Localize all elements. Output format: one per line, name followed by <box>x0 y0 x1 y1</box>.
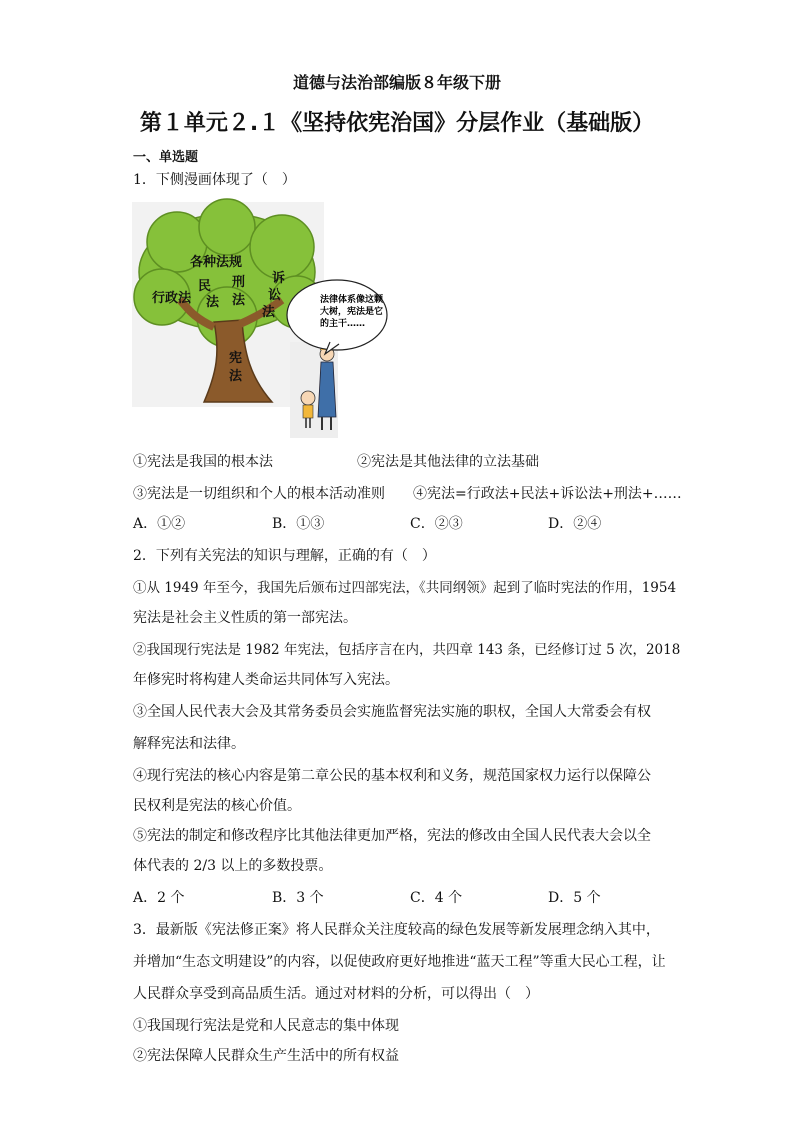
tree-label-criminal-2: 法 <box>232 293 246 308</box>
document-title: 第１单元２.１《坚持依宪治国》分层作业（基础版） <box>139 111 655 136</box>
q2-line: 体代表的 2/3 以上的多数投票。 <box>133 858 333 874</box>
q2-line: ④现行宪法的核心内容是第二章公民的基本权利和义务，规范国家权力运行以保障公 <box>133 768 651 784</box>
q2-line: ②我国现行宪法是 1982 年宪法，包括序言在内，共四章 143 条，已经修订过 5 次，2018 <box>133 642 681 658</box>
q2-option-d[interactable]: D．5 个 <box>548 890 601 906</box>
q1-stem: 1．下侧漫画体现了（ ） <box>133 172 296 188</box>
q2-line: ①从 1949 年至今，我国先后颁布过四部宪法，《共同纲领》起到了临时宪法的作用，1954 <box>133 580 677 596</box>
q2-line: 解释宪法和法律。 <box>133 736 245 752</box>
cartoon-svg <box>132 202 384 438</box>
q3-line: 人民群众享受到高品质生活。通过对材料的分析，可以得出（ ） <box>133 986 539 1002</box>
tree-label-laws: 各种法规 <box>190 255 243 270</box>
q2-line: 民权利是宪法的核心价值。 <box>133 798 301 814</box>
q3-line: 并增加“生态文明建设”的内容，以促使政府更好地推进“蓝天工程”等重大民心工程，让 <box>133 954 666 970</box>
tree-label-civil-1: 民 <box>198 279 212 294</box>
tree-label-litigation-2: 讼 <box>268 288 282 303</box>
q2-stem: 2．下列有关宪法的知识与理解，正确的有（ ） <box>133 548 436 564</box>
tree-label-litigation-3: 法 <box>262 305 276 320</box>
tree-label-litigation-1: 诉 <box>272 271 286 286</box>
q1-statement-1: ①宪法是我国的根本法 <box>133 454 273 470</box>
q2-line: 年修宪时将构建人类命运共同体写入宪法。 <box>133 672 399 688</box>
q2-option-a[interactable]: A．2 个 <box>133 890 185 906</box>
q1-statement-3: ③宪法是一切组织和个人的根本活动准则 <box>133 486 385 502</box>
q2-line: ③全国人民代表大会及其常务委员会实施监督宪法实施的职权，全国人大常委会有权 <box>133 704 651 720</box>
q1-option-a[interactable]: A．①② <box>133 516 186 532</box>
section-heading: 一、单选题 <box>133 150 199 165</box>
q3-line: ②宪法保障人民群众生产生活中的所有权益 <box>133 1048 399 1064</box>
q1-option-b[interactable]: B．①③ <box>272 516 325 532</box>
q2-option-c[interactable]: C．4 个 <box>410 890 463 906</box>
document-subtitle: 道德与法治部编版８年级下册 <box>292 73 501 92</box>
cartoon-figure <box>132 202 384 438</box>
q3-line: ①我国现行宪法是党和人民意志的集中体现 <box>133 1018 399 1034</box>
tree-label-criminal-1: 刑 <box>232 275 246 290</box>
q2-line: ⑤宪法的制定和修改程序比其他法律更加严格，宪法的修改由全国人民代表大会以全 <box>133 828 651 844</box>
tree-label-admin: 行政法 <box>152 291 192 306</box>
bubble-line-3: 的主干…… <box>320 319 366 329</box>
q1-option-c[interactable]: C．②③ <box>410 516 463 532</box>
tree-label-constitution-1: 宪 <box>229 351 243 366</box>
bubble-line-1: 法律体系像这颗 <box>320 295 384 305</box>
tree-label-civil-2: 法 <box>206 295 220 310</box>
q2-line: 宪法是社会主义性质的第一部宪法。 <box>133 610 357 626</box>
q1-statement-2: ②宪法是其他法律的立法基础 <box>357 454 539 470</box>
q1-statement-4: ④宪法=行政法+民法+诉讼法+刑法+…… <box>413 486 682 502</box>
q2-option-b[interactable]: B．3 个 <box>272 890 324 906</box>
bubble-line-2: 大树，宪法是它 <box>320 307 384 317</box>
q1-option-d[interactable]: D．②④ <box>548 516 602 532</box>
tree-label-constitution-2: 法 <box>229 369 243 384</box>
q3-line: 3．最新版《宪法修正案》将人民群众关注度较高的绿色发展等新发展理念纳入其中， <box>133 922 660 938</box>
